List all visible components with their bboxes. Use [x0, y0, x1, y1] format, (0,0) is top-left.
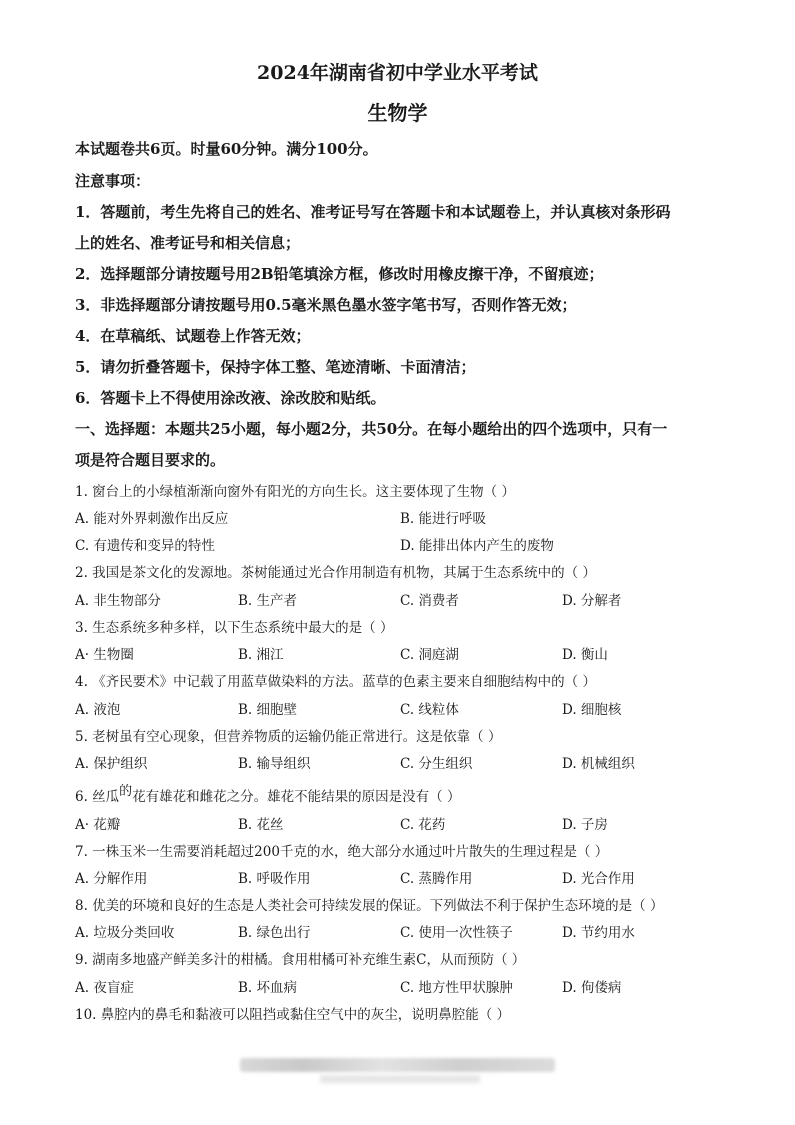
section-heading: 一、选择题：本题共25小题，每小题2分，共50分。在每小题给出的四个选项中，只有一	[75, 420, 668, 438]
option-c: C. 洞庭湖	[400, 647, 459, 663]
option-b: B. 坏血病	[238, 980, 298, 996]
question-stem: 10. 鼻腔内的鼻毛和黏液可以阻挡或黏住空气中的灰尘，说明鼻腔能（ ）	[75, 1007, 511, 1023]
blurred-watermark-sub	[320, 1075, 480, 1083]
subject-title: 生物学	[367, 101, 428, 125]
option-b: B. 细胞壁	[238, 702, 298, 718]
option-a: A. 保护组织	[75, 756, 148, 772]
option-a: A· 生物圈	[75, 647, 134, 663]
option-d: D. 节约用水	[562, 925, 635, 941]
option-a: A. 能对外界刺激作出反应	[75, 511, 229, 527]
notice-item: 3．非选择题部分请按题号用0.5毫米黑色墨水签字笔书写，否则作答无效；	[75, 296, 577, 314]
notice-item: 4．在草稿纸、试题卷上作答无效；	[75, 327, 311, 345]
option-a: A. 液泡	[75, 702, 121, 718]
option-d: D. 细胞核	[562, 702, 622, 718]
option-a: A. 非生物部分	[75, 593, 161, 609]
question-stem: 9. 湖南多地盛产鲜美多汁的柑橘。食用柑橘可补充维生素C，从而预防（ ）	[75, 952, 526, 968]
option-b: B. 绿色出行	[238, 925, 311, 941]
option-c: C. 线粒体	[400, 702, 459, 718]
question-stem: 4. 《齐民要术》中记载了用蓝草做染料的方法。蓝草的色素主要来自细胞结构中的（ ）	[75, 674, 596, 690]
notice-item: 2．选择题部分请按题号用2B铅笔填涂方框，修改时用橡皮擦干净，不留痕迹；	[75, 265, 604, 283]
question-stem: 5. 老树虽有空心现象，但营养物质的运输仍能正常进行。这是依靠（ ）	[75, 729, 502, 745]
blurred-watermark	[240, 1058, 555, 1072]
question-stem	[75, 785, 460, 805]
option-c: C. 蒸腾作用	[400, 871, 473, 887]
option-a: A· 花瓣	[75, 817, 121, 833]
option-d: D. 佝偻病	[562, 980, 622, 996]
option-d: D. 机械组织	[562, 756, 635, 772]
question-stem: 8. 优美的环境和良好的生态是人类社会可持续发展的保证。下列做法不利于保护生态环境的是（ ）	[75, 898, 664, 914]
option-c: C. 有遗传和变异的特性	[75, 538, 215, 554]
option-a: A. 垃圾分类回收	[75, 925, 175, 941]
question-stem: 3. 生态系统多种多样，以下生态系统中最大的是（ ）	[75, 620, 394, 636]
question-stem: 7. 一株玉米一生需要消耗超过200千克的水，绝大部分水通过叶片散失的生理过程是（ ）	[75, 844, 609, 860]
stem-raised-char: 的	[119, 784, 133, 799]
question-stem: 2. 我国是茶文化的发源地。茶树能通过光合作用制造有机物，其属于生态系统中的（ ）	[75, 565, 596, 581]
option-b: B. 输导组织	[238, 756, 311, 772]
option-c: C. 花药	[400, 817, 446, 833]
option-c: C. 地方性甲状腺肿	[400, 980, 513, 996]
option-a: A. 分解作用	[75, 871, 148, 887]
notice-item: 1．答题前，考生先将自己的姓名、准考证号写在答题卡和本试题卷上，并认真核对条形码	[75, 203, 671, 221]
option-d: D. 能排出体内产生的废物	[400, 538, 554, 554]
option-b: B. 呼吸作用	[238, 871, 311, 887]
option-b: B. 生产者	[238, 593, 298, 609]
option-a: A. 夜盲症	[75, 980, 134, 996]
stem-part: 6. 丝瓜	[75, 789, 120, 805]
option-d: D. 分解者	[562, 593, 622, 609]
notice-item: 5．请勿折叠答题卡，保持字体工整、笔迹清晰、卡面清洁；	[75, 358, 476, 376]
question-stem: 1. 窗台上的小绿植渐渐向窗外有阳光的方向生长。这主要体现了生物（ ）	[75, 484, 515, 500]
stem-part: 花有雄花和雌花之分。雄花不能结果的原因是没有（ ）	[132, 789, 461, 805]
option-d: D. 光合作用	[562, 871, 635, 887]
notice-item: 6．答题卡上不得使用涂改液、涂改胶和贴纸。	[75, 389, 386, 407]
option-c: C. 消费者	[400, 593, 459, 609]
option-b: B. 能进行呼吸	[400, 511, 487, 527]
notice-heading: 注意事项：	[75, 172, 151, 190]
option-d: D. 衡山	[562, 647, 608, 663]
exam-info: 本试题卷共6页。时量60分钟。满分100分。	[75, 140, 378, 158]
option-c: C. 使用一次性筷子	[400, 925, 513, 941]
option-d: D. 子房	[562, 817, 608, 833]
exam-title: 2024年湖南省初中学业水平考试	[257, 62, 538, 84]
option-b: B. 花丝	[238, 817, 284, 833]
section-heading: 项是符合题目要求的。	[75, 451, 226, 469]
option-c: C. 分生组织	[400, 756, 473, 772]
notice-item: 上的姓名、准考证号和相关信息；	[75, 234, 301, 252]
option-b: B. 湘江	[238, 647, 284, 663]
